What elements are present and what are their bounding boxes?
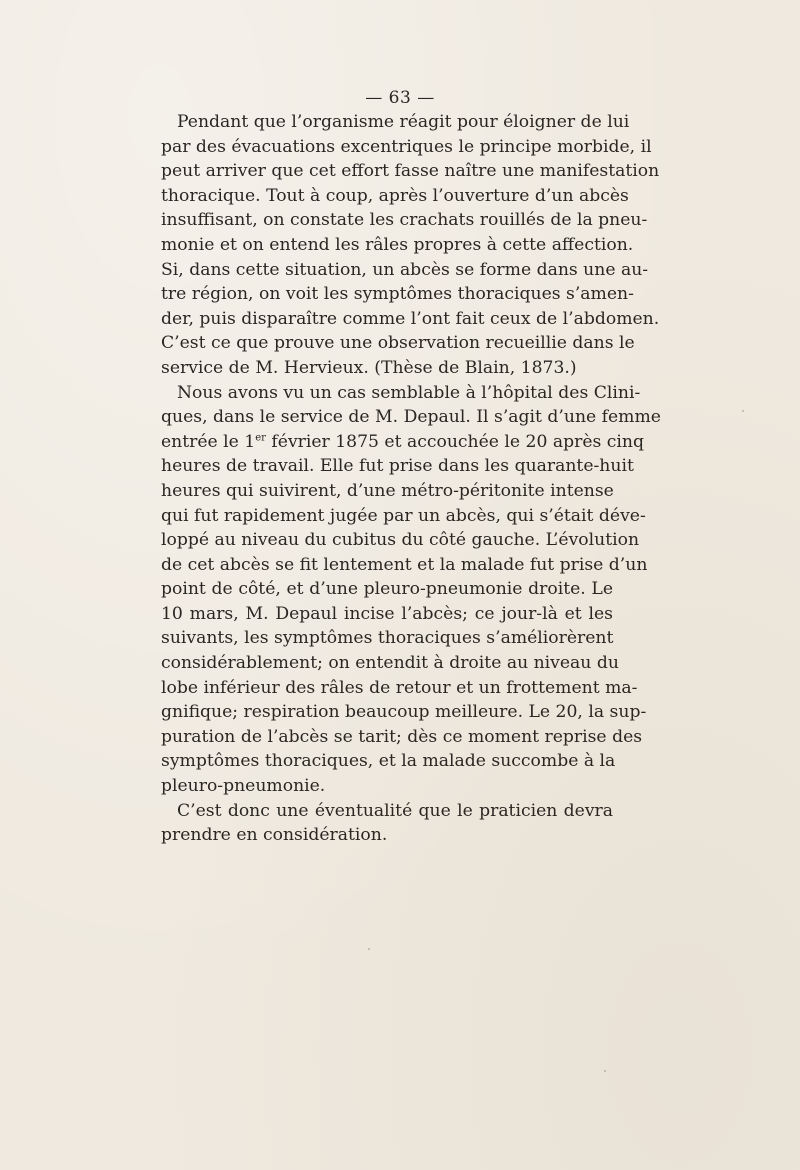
text-line: pleuro-pneumonie. [161, 776, 326, 797]
text-line: considérablement; on entendit à droite au niveau du [161, 653, 619, 674]
text-line: heures de travail. Elle fut prise dans les quarante-huit [161, 456, 634, 477]
text-line: 10 mars, M. Depaul incise l’abcès; ce jour-là et les [161, 603, 613, 624]
page-number: — 63 — [365, 88, 435, 108]
text-line: heures qui suivirent, d’une métro-péritonite intense [161, 480, 614, 501]
text-line: insuffisant, on constate les crachats rouillés de la pneu- [161, 210, 648, 231]
text-line: C’est donc une éventualité que le praticien devra [177, 800, 613, 821]
text-line: der, puis disparaître comme l’ont fait ceux de l’abdomen. [161, 308, 660, 329]
text-line: C’est ce que prouve une observation recueillie dans le [161, 333, 635, 354]
paper-speck [604, 1070, 606, 1072]
text-line: monie et on entend les râles propres à cette affection. [161, 234, 634, 255]
text-line: par des évacuations excentriques le principe morbide, il [161, 136, 652, 157]
text-line: ques, dans le service de M. Depaul. Il s’agit d’une femme [161, 407, 661, 428]
text-line: de cet abcès se fit lentement et la malade fut prise d’un [161, 554, 648, 575]
text-line: tre région, on voit les symptômes thoraciques s’amen- [161, 284, 634, 305]
text-line: gnifique; respiration beaucoup meilleure. Le 20, la sup- [161, 702, 647, 723]
paper-speck [368, 948, 370, 950]
body-text [161, 110, 661, 848]
text-line: entrée le 1er février 1875 et accouchée le 20 après cinq [161, 431, 644, 452]
text-line: loppé au niveau du cubitus du côté gauche. L’évolution [161, 530, 640, 551]
text-line: qui fut rapidement jugée par un abcès, qui s’était déve- [161, 505, 646, 526]
text-line: service de M. Hervieux. (Thèse de Blain, 1873.) [161, 357, 577, 378]
text-line: puration de l’abcès se tarit; dès ce moment reprise des [161, 726, 643, 747]
text-line: suivants, les symptômes thoraciques s’améliorèrent [161, 628, 614, 649]
text-line: Pendant que l’organisme réagit pour éloigner de lui [177, 112, 630, 132]
paragraph-3 [161, 799, 613, 848]
paragraph-2 [161, 381, 661, 799]
text-line: point de côté, et d’une pleuro-pneumonie droite. Le [161, 579, 613, 600]
text-line: Nous avons vu un cas semblable à l’hôpital des Clini- [177, 382, 641, 403]
text-line: lobe inférieur des râles de retour et un frottement ma- [161, 677, 638, 698]
text-line: symptômes thoraciques, et la malade succombe à la [161, 751, 616, 772]
text-line: Si, dans cette situation, un abcès se forme dans une au- [161, 259, 649, 280]
text-line: peut arriver que cet effort fasse naître une manifestation [161, 161, 660, 182]
paragraph-1 [161, 110, 660, 381]
paper-speck [742, 410, 744, 412]
text-line: prendre en considération. [161, 825, 388, 846]
text-line: thoracique. Tout à coup, après l’ouverture d’un abcès [161, 185, 629, 206]
